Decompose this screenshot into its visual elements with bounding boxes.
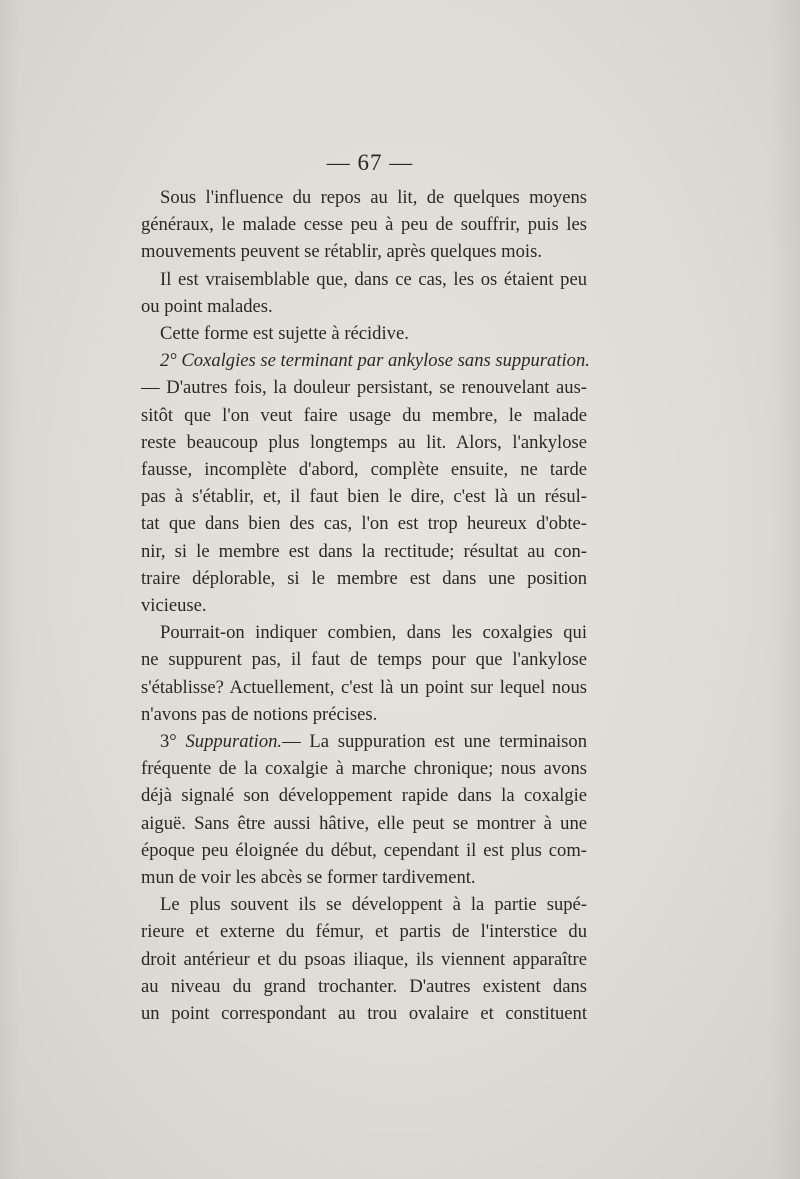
text-line: pas à s'établir, et, il faut bien le dire, c'est là un résul- (141, 486, 587, 508)
text-line: reste beaucoup plus longtemps au lit. Alors, l'ankylose (141, 431, 587, 453)
text-line: ne suppurent pas, il faut de temps pour que l'ankylose (141, 649, 587, 671)
text-line: ou point malades. (141, 295, 273, 317)
text-line: sitôt que l'on veut faire usage du membre, le malade (141, 404, 587, 426)
text-line: Sous l'influence du repos au lit, de quelques moyens (160, 187, 587, 208)
text-line: fausse, incomplète d'abord, complète ensuite, ne tarde (141, 459, 587, 481)
section-heading-line: 3° Suppuration.— La suppuration est une terminaison (160, 731, 587, 753)
text-line: époque peu éloignée du début, cependant il est plus com- (141, 839, 587, 861)
text-line: tat que dans bien des cas, l'on est trop heureux d'obte- (141, 513, 587, 535)
text-line: — D'autres fois, la douleur persistant, se renouvelant aus- (141, 377, 587, 399)
text-line: Il est vraisemblable que, dans ce cas, les os étaient peu (160, 268, 587, 290)
section-heading-line: 2° Coxalgies se terminant par ankylose sans suppuration. (160, 350, 590, 372)
text-line: droit antérieur et du psoas iliaque, ils viennent apparaître (141, 948, 587, 970)
text-line: nir, si le membre est dans la rectitude; résultat au con- (141, 540, 587, 562)
page-number: — 67 — (326, 150, 414, 175)
body-text (141, 184, 590, 1027)
text-line: mun de voir les abcès se former tardivement. (141, 867, 476, 889)
page-edge-shadow-right (770, 0, 800, 1179)
text-line: Cette forme est sujette à récidive. (160, 323, 409, 345)
text-line: au niveau du grand trochanter. D'autres existent dans (141, 975, 587, 997)
text-line: Pourrait-on indiquer combien, dans les coxalgies qui (160, 622, 587, 644)
text-line: généraux, le malade cesse peu à peu de souffrir, puis les (141, 214, 587, 236)
text-line: aiguë. Sans être aussi hâtive, elle peut se montrer à une (141, 812, 587, 834)
text-line: s'établisse? Actuellement, c'est là un point sur lequel nous (141, 676, 587, 698)
text-line: rieure et externe du fémur, et partis de l'interstice du (141, 921, 587, 943)
text-line: un point correspondant au trou ovalaire et constituent (141, 1003, 587, 1025)
text-line: déjà signalé son développement rapide dans la coxalgie (141, 785, 587, 807)
text-line: n'avons pas de notions précises. (141, 703, 378, 725)
page-edge-shadow-left (0, 0, 20, 1179)
text-line: Le plus souvent ils se développent à la partie supé- (160, 894, 587, 916)
text-line: mouvements peuvent se rétablir, après quelques mois. (141, 241, 542, 263)
text-line: traire déplorable, si le membre est dans une position (141, 567, 587, 589)
text-line: fréquente de la coxalgie à marche chronique; nous avons (141, 758, 587, 780)
text-line: vicieuse. (141, 595, 207, 617)
